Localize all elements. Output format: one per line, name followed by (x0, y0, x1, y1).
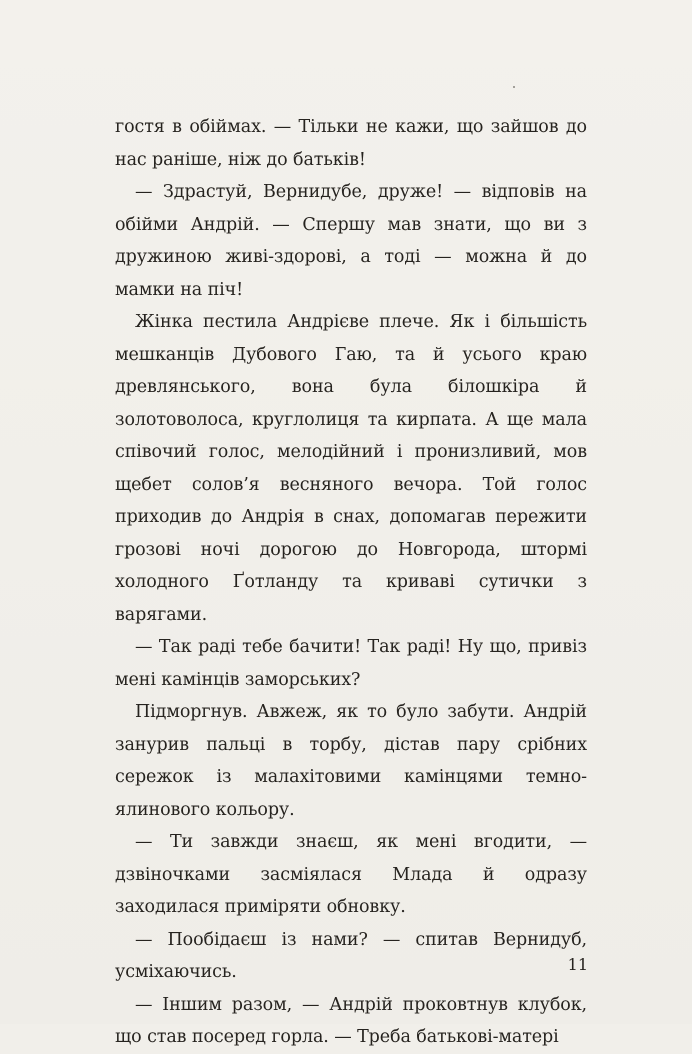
paragraph: — Здрастуй, Вернидубе, друже! — відповів на обійми Андрій. — Спершу мав знати, що ви з дружиною живі-здорові, а тоді — можна й до мамки на піч! (115, 182, 587, 300)
paper-speck (513, 86, 515, 88)
body-text (115, 111, 587, 1054)
paragraph: — Ти завжди знаєш, як мені вгодити, — дзвіночками засміялася Млада й одразу заходилася приміряти обновку. (115, 832, 587, 917)
paragraph: — Іншим разом, — Андрій проковтнув клубок, що став посеред горла. — Треба батькові-матері (115, 994, 587, 1047)
paragraph: Жінка пестила Андрієве плече. Як і більшість мешканців Дубового Гаю, та й усього краю древлянського, вона була білошкіра й золотоволоса, круглолиця та кирпата. А ще мала співочий голос, мелодійний і пронизливий, мов щебет солов’я весняного вечора. Той голос приходив до Андрія в снах, допомагав пережити грозові ночі дорогою до Новгорода, штормі холодного Ґотланду та криваві сутички з варягами. (115, 312, 587, 625)
paragraph: гостя в обіймах. — Тільки не кажи, що зайшов до нас раніше, ніж до батьків! (115, 117, 587, 170)
paragraph: — Так раді тебе бачити! Так раді! Ну що, привіз мені камінців заморських? (115, 637, 587, 690)
paragraph: — Пообідаєш із нами? — спитав Вернидуб, усміхаючись. (115, 929, 587, 982)
paragraph: Підморгнув. Авжеж, як то було забути. Андрій занурив пальці в торбу, дістав пару срібних сережок із малахітовими камінцями темно-ялинового кольору. (115, 702, 587, 820)
page-number: 11 (567, 955, 588, 974)
